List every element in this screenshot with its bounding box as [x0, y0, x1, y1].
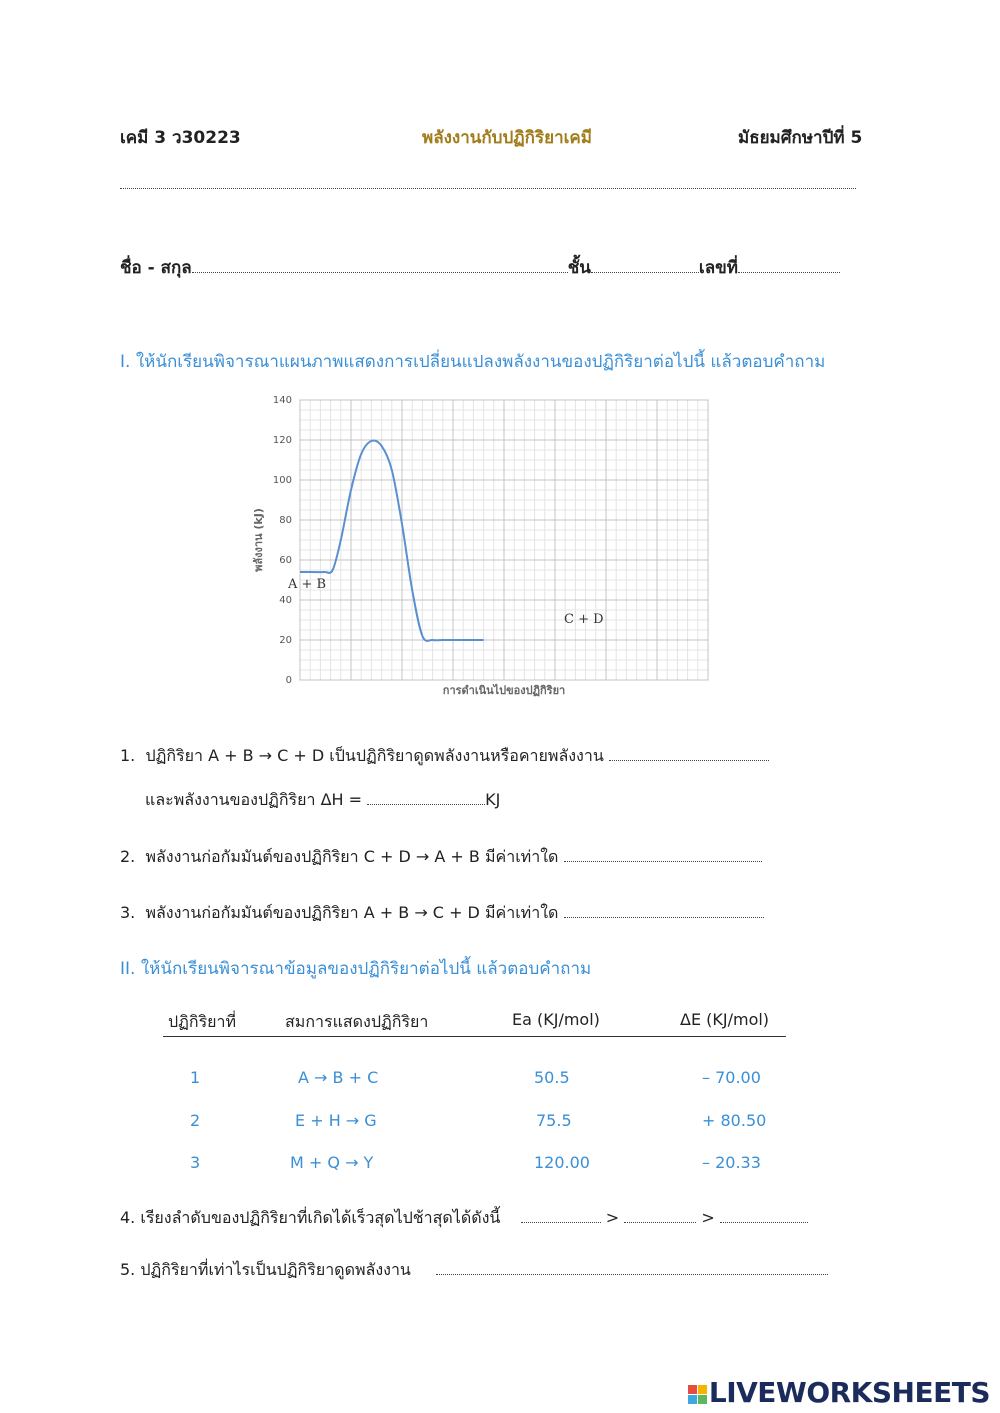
energy-diagram-chart	[234, 392, 710, 708]
y-tick-label: 40	[279, 595, 292, 606]
row-2-number: 2	[190, 1111, 201, 1130]
col-header-ea: Ea (KJ/mol)	[512, 1010, 600, 1029]
question-2	[120, 845, 762, 870]
products-label: C + D	[564, 612, 604, 627]
row-3-delta-e: – 20.33	[702, 1153, 761, 1172]
col-header-reaction-no: ปฏิกิริยาที่	[168, 1012, 237, 1031]
question-3-text: พลังงานก่อกัมมันต์ของปฏิกิริยา A + B → C + D มีค่าเท่าใด	[145, 903, 559, 922]
y-tick-label: 100	[272, 475, 292, 486]
question-3	[120, 901, 764, 926]
y-tick-label: 20	[279, 635, 292, 646]
row-2-equation: E + H → G	[295, 1111, 377, 1130]
section1-heading: I. ให้นักเรียนพิจารณาแผนภาพแสดงการเปลี่ยนแปลงพลังงานของปฏิกิริยาต่อไปนี้ แล้วตอบคำถาม	[120, 352, 826, 372]
question-1-number: 1.	[120, 746, 136, 765]
question-1-text: ปฏิกิริยา A + B → C + D เป็นปฏิกิริยาดูดพลังงานหรือคายพลังงาน	[145, 746, 604, 765]
row-1-ea: 50.5	[534, 1068, 570, 1087]
order-blank-3[interactable]	[720, 1222, 808, 1223]
question-4	[120, 1206, 808, 1231]
deltaH-unit: KJ	[485, 790, 501, 809]
y-tick-label: 80	[279, 515, 292, 526]
question-5	[120, 1258, 828, 1283]
row-3-ea: 120.00	[534, 1153, 590, 1172]
question-1-answer-blank[interactable]	[609, 760, 769, 761]
row-2-delta-e: + 80.50	[702, 1111, 767, 1130]
reactants-label: A + B	[288, 577, 327, 592]
greater-than-2: >	[701, 1208, 715, 1227]
class-blank[interactable]	[591, 272, 699, 273]
question-1-deltaH	[145, 788, 500, 813]
table-header-rule	[163, 1036, 786, 1037]
order-blank-2[interactable]	[624, 1222, 696, 1223]
y-tick-label: 60	[279, 555, 292, 566]
course-code: เคมี 3 ว30223	[120, 128, 241, 148]
question-1	[120, 744, 769, 769]
y-axis-label: พลังงาน (kJ)	[252, 508, 265, 572]
row-3-number: 3	[190, 1153, 201, 1172]
question-3-number: 3.	[120, 903, 136, 922]
header-divider	[120, 178, 856, 189]
question-4-text: 4. เรียงลำดับของปฏิกิริยาที่เกิดได้เร็วสุดไปช้าสุดได้ดังนี้	[120, 1208, 501, 1227]
order-blank-1[interactable]	[521, 1222, 601, 1223]
col-header-delta-e: ΔE (KJ/mol)	[680, 1010, 770, 1029]
question-2-text: พลังงานก่อกัมมันต์ของปฏิกิริยา C + D → A + B มีค่าเท่าใด	[145, 847, 559, 866]
deltaH-answer-blank[interactable]	[367, 804, 485, 805]
y-tick-label: 0	[285, 675, 292, 686]
number-label: เลขที่	[698, 258, 738, 278]
section2-heading: II. ให้นักเรียนพิจารณาข้อมูลของปฏิกิริยาต่อไปนี้ แล้วตอบคำถาม	[120, 959, 592, 979]
col-header-equation: สมการแสดงปฏิกิริยา	[285, 1012, 429, 1031]
liveworksheets-icon	[688, 1385, 707, 1404]
question-5-answer-blank[interactable]	[436, 1274, 828, 1275]
question-5-text: 5. ปฏิกิริยาที่เท่าไรเป็นปฏิกิริยาดูดพลังงาน	[120, 1260, 411, 1279]
y-tick-label: 140	[272, 395, 292, 406]
question-3-answer-blank[interactable]	[564, 917, 764, 918]
grade-level: มัธยมศึกษาปีที่ 5	[738, 128, 863, 148]
row-2-ea: 75.5	[536, 1111, 572, 1130]
question-2-number: 2.	[120, 847, 136, 866]
x-axis-label: การดำเนินไปของปฏิกิริยา	[442, 684, 566, 697]
row-3-equation: M + Q → Y	[290, 1153, 374, 1172]
class-label: ชั้น	[567, 258, 591, 278]
deltaH-label: และพลังงานของปฏิกิริยา ΔH =	[145, 790, 368, 809]
worksheet-title: พลังงานกับปฏิกิริยาเคมี	[422, 128, 592, 148]
row-1-equation: A → B + C	[298, 1068, 379, 1087]
liveworksheets-brand-text: LIVEWORKSHEETS	[708, 1376, 990, 1409]
greater-than-1: >	[605, 1208, 620, 1227]
liveworksheets-logo[interactable]	[688, 1376, 990, 1409]
question-2-answer-blank[interactable]	[564, 861, 762, 862]
student-info-line	[120, 254, 840, 281]
name-label: ชื่อ - สกุล	[120, 258, 192, 278]
name-blank[interactable]	[192, 272, 568, 273]
row-1-delta-e: – 70.00	[702, 1068, 761, 1087]
row-1-number: 1	[190, 1068, 201, 1087]
y-tick-label: 120	[272, 435, 292, 446]
number-blank[interactable]	[738, 272, 840, 273]
